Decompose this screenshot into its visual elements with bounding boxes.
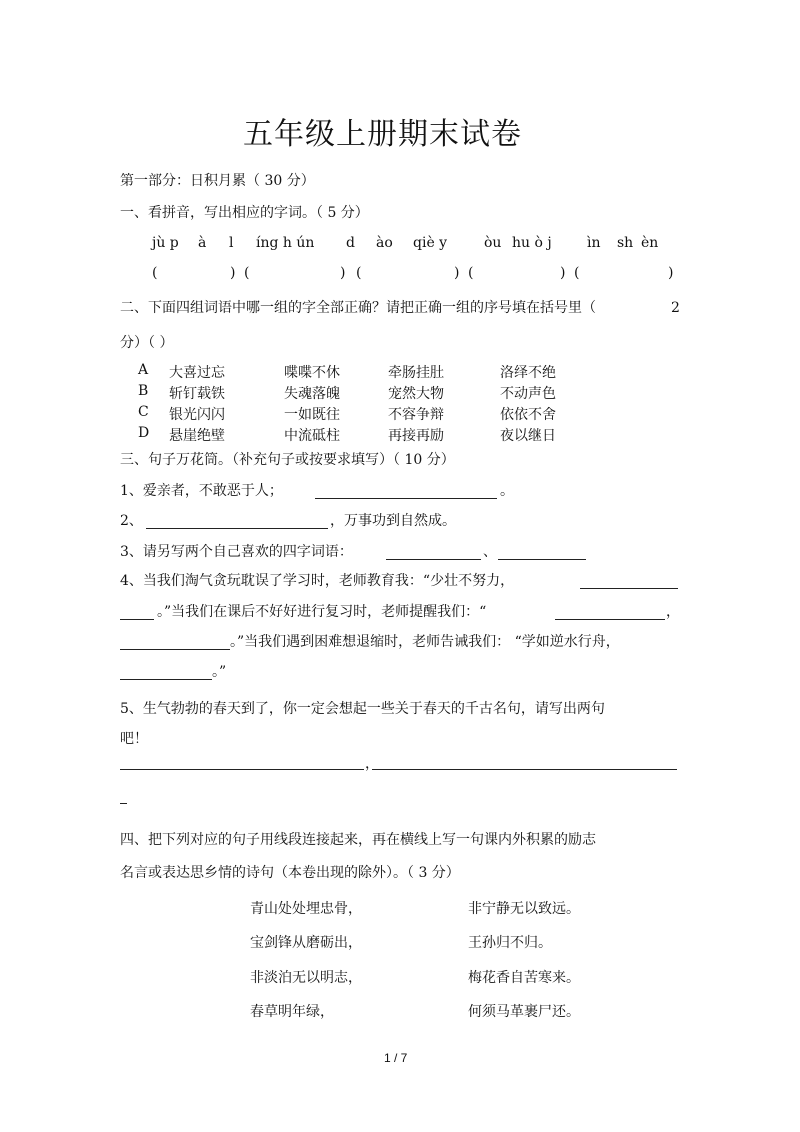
- close-paren: ): [668, 265, 674, 281]
- pinyin-syllable: jù p: [152, 235, 179, 251]
- match-left-item[interactable]: 青山处处埋忠骨，: [250, 901, 362, 917]
- close-paren: ): [560, 265, 566, 281]
- close-paren: ): [454, 265, 460, 281]
- open-paren: (: [356, 265, 362, 281]
- page-title: 五年级上册期末试卷: [243, 117, 522, 152]
- option-word: 洛绎不绝: [500, 365, 556, 381]
- sentence-text: 。”当我们在课后不好好进行复习时，老师提醒我们：“: [157, 604, 487, 620]
- option-word: 喋喋不休: [284, 365, 340, 381]
- match-left-item[interactable]: 非淡泊无以明志，: [250, 970, 362, 986]
- sentence-text: 、: [483, 544, 497, 560]
- q1-heading: 一、看拼音，写出相应的字词。（ 5 分）: [120, 205, 369, 221]
- q4-heading: 名言或表达思乡情的诗句（本卷出现的除外）。（ 3 分）: [120, 865, 460, 881]
- pinyin-syllable: ìn: [587, 235, 601, 251]
- close-paren: ): [340, 265, 346, 281]
- part1-heading: 第一部分：日积月累（ 30 分）: [120, 173, 315, 189]
- option-word: 宠然大物: [388, 386, 444, 402]
- sentence-text: 2、: [120, 513, 143, 529]
- pinyin-syllable: hu ò j: [512, 235, 552, 251]
- open-paren: (: [152, 265, 158, 281]
- option-word: 大喜过忘: [169, 365, 225, 381]
- option-word: 不动声色: [500, 386, 556, 402]
- option-word: 银光闪闪: [169, 407, 225, 423]
- option-word: 一如既往: [284, 407, 340, 423]
- sentence-text: 。”当我们遇到困难想退缩时，老师告诫我们： “学如逆水行舟，: [230, 634, 620, 650]
- sentence-text: 。”: [212, 664, 227, 680]
- option-word: 牵肠挂肚: [388, 365, 444, 381]
- pinyin-syllable: d: [346, 235, 355, 251]
- pinyin-syllable: íng h ún: [256, 235, 315, 251]
- match-right-item[interactable]: 王孙归不归。: [468, 935, 552, 951]
- sentence-text: 1、爱亲者，不敢恶于人；: [120, 483, 283, 499]
- option-row-b: [138, 383, 698, 403]
- match-right-item[interactable]: 何须马革裹尸还。: [468, 1004, 580, 1020]
- option-word: 失魂落魄: [284, 386, 340, 402]
- pinyin-syllable: èn: [641, 235, 659, 251]
- match-right-item[interactable]: 非宁静无以致远。: [468, 901, 580, 917]
- sentence-text: ，: [365, 756, 379, 772]
- option-row-a: [138, 362, 698, 382]
- pinyin-row: [0, 236, 800, 256]
- sentence-text: ，: [666, 604, 680, 620]
- match-right-item[interactable]: 梅花香自苦寒来。: [468, 970, 580, 986]
- option-word: 不容争辩: [388, 407, 444, 423]
- match-left-item[interactable]: 宝剑锋从磨砺出，: [250, 935, 362, 951]
- option-word: 斩钉载铁: [169, 386, 225, 402]
- match-left-item[interactable]: 春草明年绿，: [250, 1004, 334, 1020]
- option-letter: A: [138, 362, 149, 378]
- blank-line[interactable]: [372, 768, 677, 770]
- q2-points: 2: [671, 300, 680, 316]
- option-word: 中流砥柱: [284, 428, 340, 444]
- option-word: 依依不舍: [500, 407, 556, 423]
- sentence-text: 4、当我们淘气贪玩耽误了学习时，老师教育我：“少壮不努力，: [120, 573, 515, 589]
- open-paren: (: [468, 265, 474, 281]
- open-paren: (: [574, 265, 580, 281]
- blank-line[interactable]: [120, 768, 364, 770]
- pinyin-syllable: à: [198, 235, 207, 251]
- q2-heading: 二、下面四组词语中哪一组的字全部正确？请把正确一组的序号填在括号里（: [120, 300, 596, 316]
- pinyin-syllable: ào: [376, 235, 393, 251]
- blank-line[interactable]: [146, 527, 328, 529]
- sentence-text: 吧！: [120, 731, 148, 747]
- blank-line[interactable]: [580, 587, 678, 589]
- blank-line[interactable]: [315, 497, 497, 499]
- option-word: 悬崖绝壁: [169, 428, 225, 444]
- option-row-d: [138, 425, 698, 445]
- blank-line[interactable]: [120, 648, 230, 650]
- option-letter: D: [138, 425, 150, 441]
- option-word: 夜以继日: [500, 428, 556, 444]
- q2-answer-paren: 分）（ ）: [120, 335, 174, 351]
- pinyin-syllable: l: [229, 235, 234, 251]
- q3-heading: 三、句子万花筒。（补充句子或按要求填写）（ 10 分）: [120, 452, 455, 468]
- sentence-text: 5、生气勃勃的春天到了，你一定会想起一些关于春天的千古名句，请写出两句: [120, 701, 605, 717]
- blank-line[interactable]: [555, 618, 665, 620]
- q4-heading: 四、把下列对应的句子用线段连接起来，再在横线上写一句课内外积累的励志: [120, 832, 596, 848]
- sentence-text: 。: [500, 483, 514, 499]
- page-number: 1 / 7: [384, 1051, 408, 1065]
- sentence-text: 3、请另写两个自己喜欢的四字词语：: [120, 544, 353, 560]
- blank-line[interactable]: [120, 618, 154, 620]
- sentence-text: ，万事功到自然成。: [330, 513, 456, 529]
- option-word: 再接再励: [388, 428, 444, 444]
- open-paren: (: [244, 265, 250, 281]
- option-letter: C: [138, 404, 149, 420]
- blank-line[interactable]: [386, 558, 481, 560]
- blank-line[interactable]: [120, 802, 127, 804]
- pinyin-syllable: qiè y: [413, 235, 448, 251]
- pinyin-syllable: sh: [617, 235, 634, 251]
- blank-line[interactable]: [120, 678, 212, 680]
- q3-item-1: [120, 484, 283, 498]
- blank-line[interactable]: [498, 558, 586, 560]
- answer-paren-row: [0, 266, 800, 286]
- option-row-c: [138, 404, 698, 424]
- pinyin-syllable: òu: [484, 235, 502, 251]
- close-paren: ): [230, 265, 236, 281]
- option-letter: B: [138, 383, 149, 399]
